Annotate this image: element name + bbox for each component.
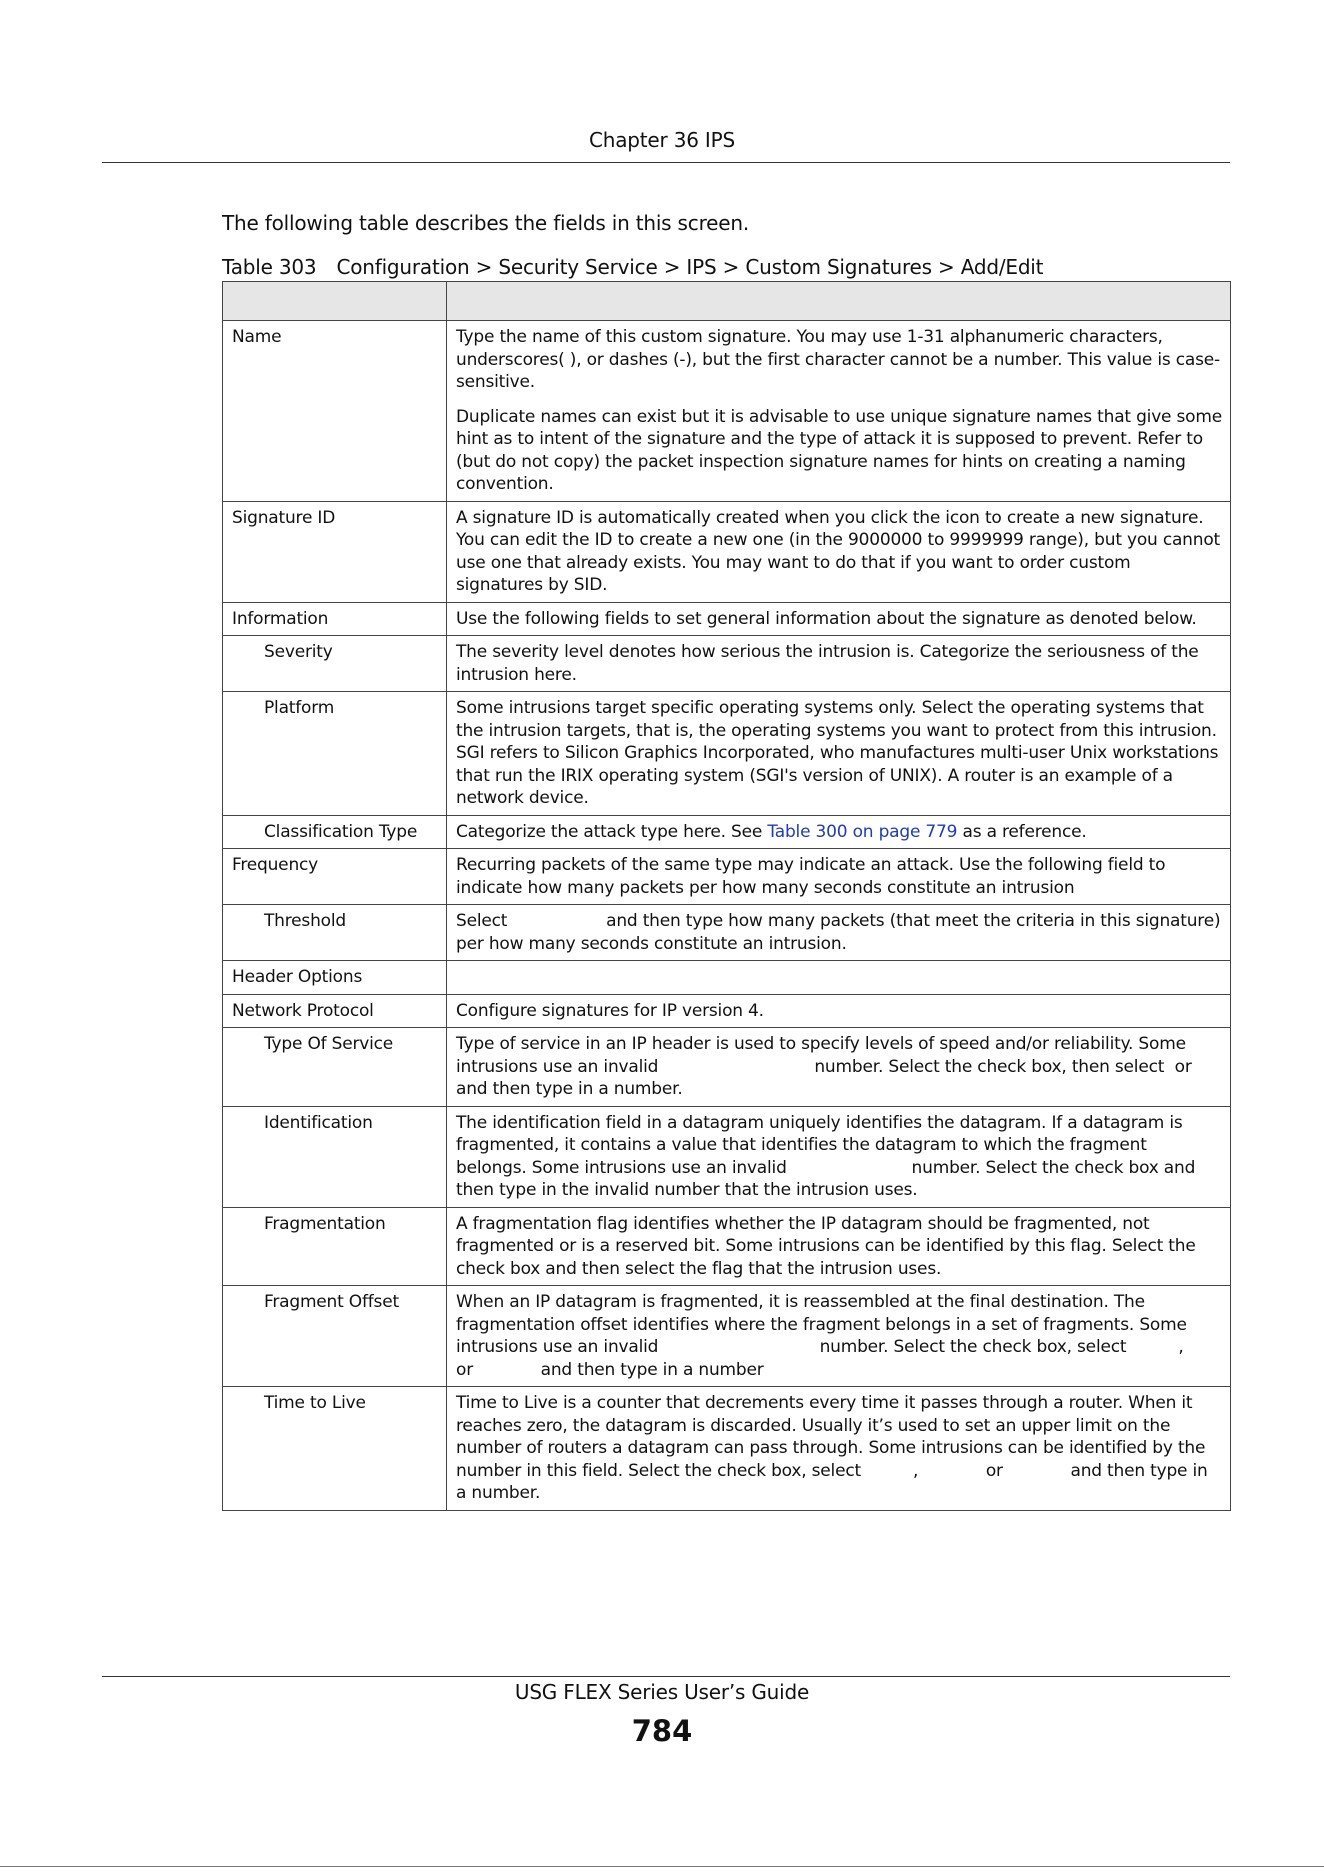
row-label: Threshold [223,905,447,961]
header-divider [102,162,1230,163]
bottom-edge-line [0,1866,1324,1867]
footer-divider [102,1676,1230,1677]
row-label: Network Protocol [223,994,447,1028]
table-number: Table 303 [222,255,317,279]
description-paragraph: Configure signatures for IP version 4. [456,1000,764,1021]
row-description [447,1207,1231,1286]
row-label: Time to Live [223,1387,447,1511]
row-description [447,692,1231,816]
row-description [447,961,1231,995]
description-paragraph: The severity level denotes how serious the intrusion is. Categorize the seriousness of the intrusion here. [456,642,1199,685]
description-paragraph: A fragmentation flag identifies whether the IP datagram should be fragmented, not fragmented or is a reserved bit. Some intrusions can be identified by this flag. Select the check box and then select the flag that the intrusion uses. [456,1213,1196,1279]
description-paragraph: Type the name of this custom signature. You may use 1-31 alphanumeric characters, underscores( ), or dashes (-), but the first character cannot be a number. This value is case-sensitive. [456,327,1220,392]
description-paragraph: Recurring packets of the same type may indicate an attack. Use the following field to indicate how many packets per how many seconds constitute an intrusion [456,855,1166,898]
description-paragraph: The identification field in a datagram uniquely identifies the datagram. If a datagram is fragmented, it contains a value that identifies the datagram to which the fragment belongs. Some intrusions use an invalid number. Select the check box and then type in the invalid number that the intrusion uses. [456,1112,1201,1200]
table-row [223,501,1231,602]
row-description [447,815,1231,849]
table-row [223,1207,1231,1286]
table-title: Configuration > Security Service > IPS > Custom Signatures > Add/Edit [336,255,1044,279]
description-paragraph: When an IP datagram is fragmented, it is reassembled at the final destination. The fragmentation offset identifies where the fragment belongs in a set of fragments. Some intrusions use an invalid number. Select the check box, select , or and then type in a number [456,1292,1252,1380]
table-row [223,994,1231,1028]
row-label: Fragmentation [223,1207,447,1286]
row-description [447,602,1231,636]
table-row [223,905,1231,961]
row-label: Platform [223,692,447,816]
row-label: Identification [223,1106,447,1207]
row-label: Severity [223,636,447,692]
table-row [223,1028,1231,1107]
row-description [447,501,1231,602]
row-description [447,905,1231,961]
row-label: Frequency [223,849,447,905]
description-text: as a reference. [957,821,1087,842]
row-label: Name [223,321,447,502]
table-row [223,692,1231,816]
description-paragraph: Duplicate names can exist but it is advisable to use unique signature names that give some hint as to intent of the signature and the type of attack it is supposed to prevent. Refer to (but do not copy) the packet inspection signature names for hints on creating a naming convention. [456,406,1222,494]
description-paragraph: Time to Live is a counter that decrements every time it passes through a router. When it reaches zero, the datagram is discarded. Usually it’s used to set an upper limit on the number of routers a datagram can pass through. Some intrusions can be identified by the number in this field. Select the check box, select , or and then type in a number. [456,1393,1213,1503]
footer-guide-title: USG FLEX Series User’s Guide [514,1680,810,1704]
description-paragraph [456,821,1222,844]
header-description-col [447,282,1231,321]
table-row [223,636,1231,692]
table-row [223,1387,1231,1511]
chapter-header: Chapter 36 IPS [589,128,735,152]
row-description [447,1286,1252,1387]
table-300-link[interactable]: Table 300 on page 779 [767,821,958,842]
row-label: Classification Type [223,815,447,849]
description-paragraph: Use the following fields to set general information about the signature as denoted below. [456,608,1197,629]
description-paragraph: Some intrusions target specific operating systems only. Select the operating systems that the intrusion targets, that is, the operating systems you want to protect from this intrusion. SGI refers to Silicon Graphics Incorporated, who manufactures multi-user Unix workstations that run the IRIX operating system (SGI's version of UNIX). A router is an example of a network device. [456,698,1219,808]
row-label: Fragment Offset [223,1286,447,1387]
table-caption [222,255,1043,279]
table-row [223,1286,1231,1387]
row-label: Type Of Service [223,1028,447,1107]
header-label-col [223,282,447,321]
row-description [447,1106,1231,1207]
page-number: 784 [631,1714,693,1748]
description-paragraph: Type of service in an IP header is used to specify levels of speed and/or reliability. Some intrusions use an invalid number. Select the check box, then select or and then type in a number. [456,1034,1281,1099]
row-description [447,1028,1281,1107]
intro-text: The following table describes the fields in this screen. [222,211,750,235]
row-description [447,636,1231,692]
description-paragraph: Select and then type how many packets (that meet the criteria in this signature) per how many seconds constitute an intrusion. [456,911,1226,954]
row-label: Header Options [223,961,447,995]
table-row [223,815,1231,849]
fields-table [222,281,1281,1511]
row-label: Information [223,602,447,636]
table-row [223,321,1231,502]
table-row [223,602,1231,636]
row-description [447,321,1231,502]
row-label: Signature ID [223,501,447,602]
table-row [223,1106,1231,1207]
row-description [447,849,1231,905]
table-row [223,961,1231,995]
row-description [447,1387,1231,1511]
table-header-row [223,282,1231,321]
row-description [447,994,1231,1028]
table-row [223,849,1231,905]
description-paragraph: A signature ID is automatically created when you click the icon to create a new signature. You can edit the ID to create a new one (in the 9000000 to 9999999 range), but you cannot use one that already exists. You may want to do that if you want to order custom signatures by SID. [456,507,1221,595]
description-text: Categorize the attack type here. See [456,821,768,842]
